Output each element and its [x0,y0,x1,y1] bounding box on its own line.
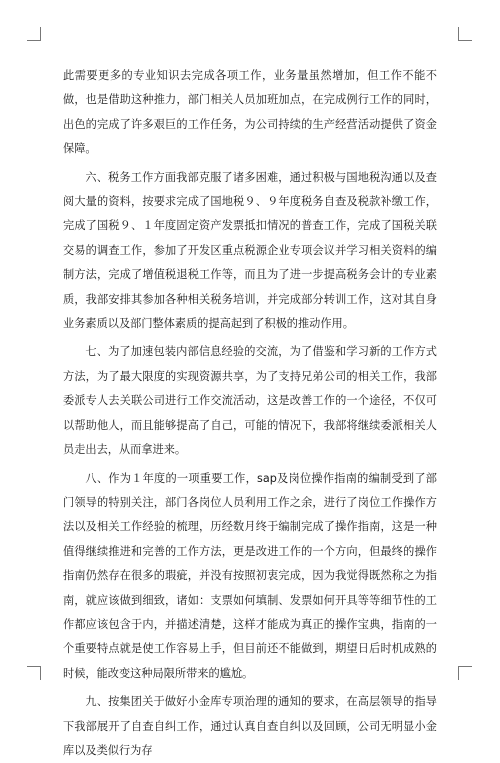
crop-mark-bottom-left [27,666,41,680]
paragraph-experience-exchange: 七、为了加速包装内部信息经验的交流，为了借鉴和学习新的工作方式方法，为了最大限度的实现资源共享，为了支持兄弟公司的相关工作，我部委派专人去关联公司进行工作交流活动，这是改善工作的一个途径，不仅可以帮助他人，而且能够提高了自己，可能的情况下，我部将继续委派相关人员走出去，从而拿进来。 [63,345,437,457]
crop-mark-top-left [27,27,41,41]
document-body [63,64,437,763]
paragraph-small-treasury-review: 九、按集团关于做好小金库专项治理的通知的要求，在高层领导的指导下我部展开了自查自纠工作，通过认真自查自纠以及回顾，公司无明显小金库以及类似行为存 [63,695,437,757]
crop-mark-bottom-right [458,666,472,680]
paragraph-sap-operation-guide: 八、作为１年度的一项重要工作，sap及岗位操作指南的编制受到了部门领导的特别关注，部门各岗位人员利用工作之余，进行了岗位工作操作方法以及相关工作经验的梳理，历经数月终于编制完成了操作指南，这是一种值得继续推进和完善的工作方法，更是改进工作的一个方向，但最终的操作指南仍然存在很多的瑕疵，并没有按照初衷完成，因为我觉得既然称之为指南，就应该做到细致，诸如：支票如何填制、发票如何开具等等细节性的工作都应该包含于内，并描述清楚，这样才能成为真正的操作宝典，指南的一个重要特点就是使工作容易上手，但目前还不能做到，期望日后时机成熟的时候，能改变这种局限所带来的尴尬。 [63,471,437,680]
paragraph-tax-work: 六、税务工作方面我部克服了诸多困难，通过积极与国地税沟通以及查阅大量的资料，按要求完成了国地税９、９年度税务自查及税款补缴工作，完成了国税９、１年度固定资产发票抵扣情况的普查工作，完成了国税关联交易的调查工作，参加了开发区重点税源企业专项会议并学习相关资料的编制方法，完成了增值税退税工作等，而且为了进一步提高税务会计的专业素质，我部安排其参加各种相关税务培训，并完成部分转训工作，这对其自身业务素质以及部门整体素质的提高起到了积极的推动作用。 [63,170,437,331]
paragraph-continuation: 此需要更多的专业知识去完成各项工作，业务量虽然增加，但工作不能不做，也是借助这种推力，部门相关人员加班加点，在完成例行工作的同时，出色的完成了许多艰巨的工作任务，为公司持续的生产经营活动提供了资金保障。 [63,69,437,156]
crop-mark-top-right [458,27,472,41]
